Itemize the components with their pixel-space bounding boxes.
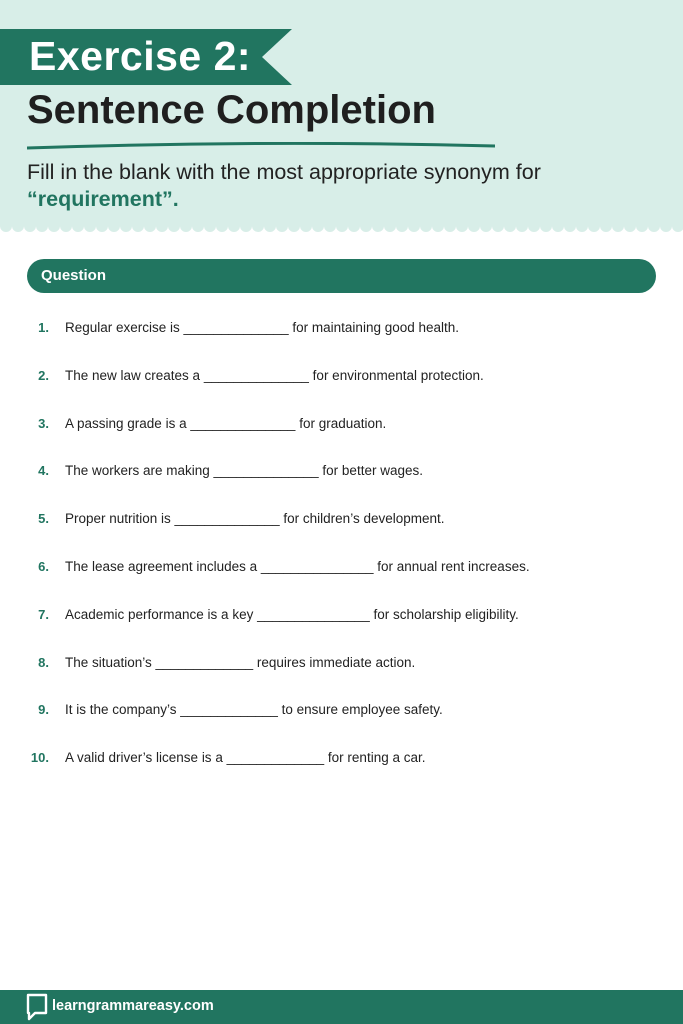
question-text: The situation’s _____________ requires immediate action. xyxy=(65,654,416,670)
footer-site-link[interactable]: learngrammareasy.com xyxy=(52,998,214,1014)
question-text: The new law creates a ______________ for environmental protection. xyxy=(65,367,484,383)
question-number: 10. xyxy=(30,750,49,766)
instruction-keyword: “requirement”. xyxy=(27,187,179,211)
question-item xyxy=(0,551,683,599)
header-panel xyxy=(0,0,683,226)
question-text: Academic performance is a key _______________ for scholarship eligibility. xyxy=(65,606,519,622)
question-number: 2. xyxy=(38,367,49,383)
scalloped-edge xyxy=(0,222,683,234)
question-text: The workers are making ______________ for better wages. xyxy=(65,463,423,479)
question-text: Regular exercise is ______________ for maintaining good health. xyxy=(65,320,460,335)
question-text: A passing grade is a ______________ for graduation. xyxy=(65,415,387,431)
title-underline xyxy=(27,142,495,150)
question-number: 9. xyxy=(38,702,49,718)
question-number: 6. xyxy=(38,558,49,574)
exercise-label: Exercise 2: xyxy=(29,33,252,79)
question-item xyxy=(0,312,683,360)
question-label: Question xyxy=(41,267,107,284)
question-item xyxy=(0,408,683,456)
instruction-text xyxy=(27,159,647,213)
question-item xyxy=(0,503,683,551)
speech-bubble-icon xyxy=(25,993,49,1021)
question-text: The lease agreement includes a _______________ for annual rent increases. xyxy=(65,558,530,574)
question-item xyxy=(0,647,683,695)
question-item xyxy=(0,742,683,790)
page-title: Sentence Completion xyxy=(27,88,436,132)
question-number: 7. xyxy=(38,606,49,622)
question-item xyxy=(0,455,683,503)
instruction-prefix: Fill in the blank with the most appropriate synonym for xyxy=(27,160,541,184)
question-number: 5. xyxy=(38,511,49,527)
question-number: 3. xyxy=(38,415,49,431)
question-item xyxy=(0,599,683,647)
question-text: A valid driver’s license is a _____________ for renting a car. xyxy=(65,750,426,766)
question-section-header xyxy=(27,259,656,293)
question-item xyxy=(0,360,683,408)
question-number: 1. xyxy=(38,320,49,335)
question-text: It is the company’s _____________ to ensure employee safety. xyxy=(65,702,443,718)
footer xyxy=(0,990,683,1024)
question-text: Proper nutrition is ______________ for children’s development. xyxy=(65,511,445,527)
question-item xyxy=(0,694,683,742)
question-number: 8. xyxy=(38,654,49,670)
question-number: 4. xyxy=(38,463,49,479)
question-list xyxy=(0,312,683,790)
